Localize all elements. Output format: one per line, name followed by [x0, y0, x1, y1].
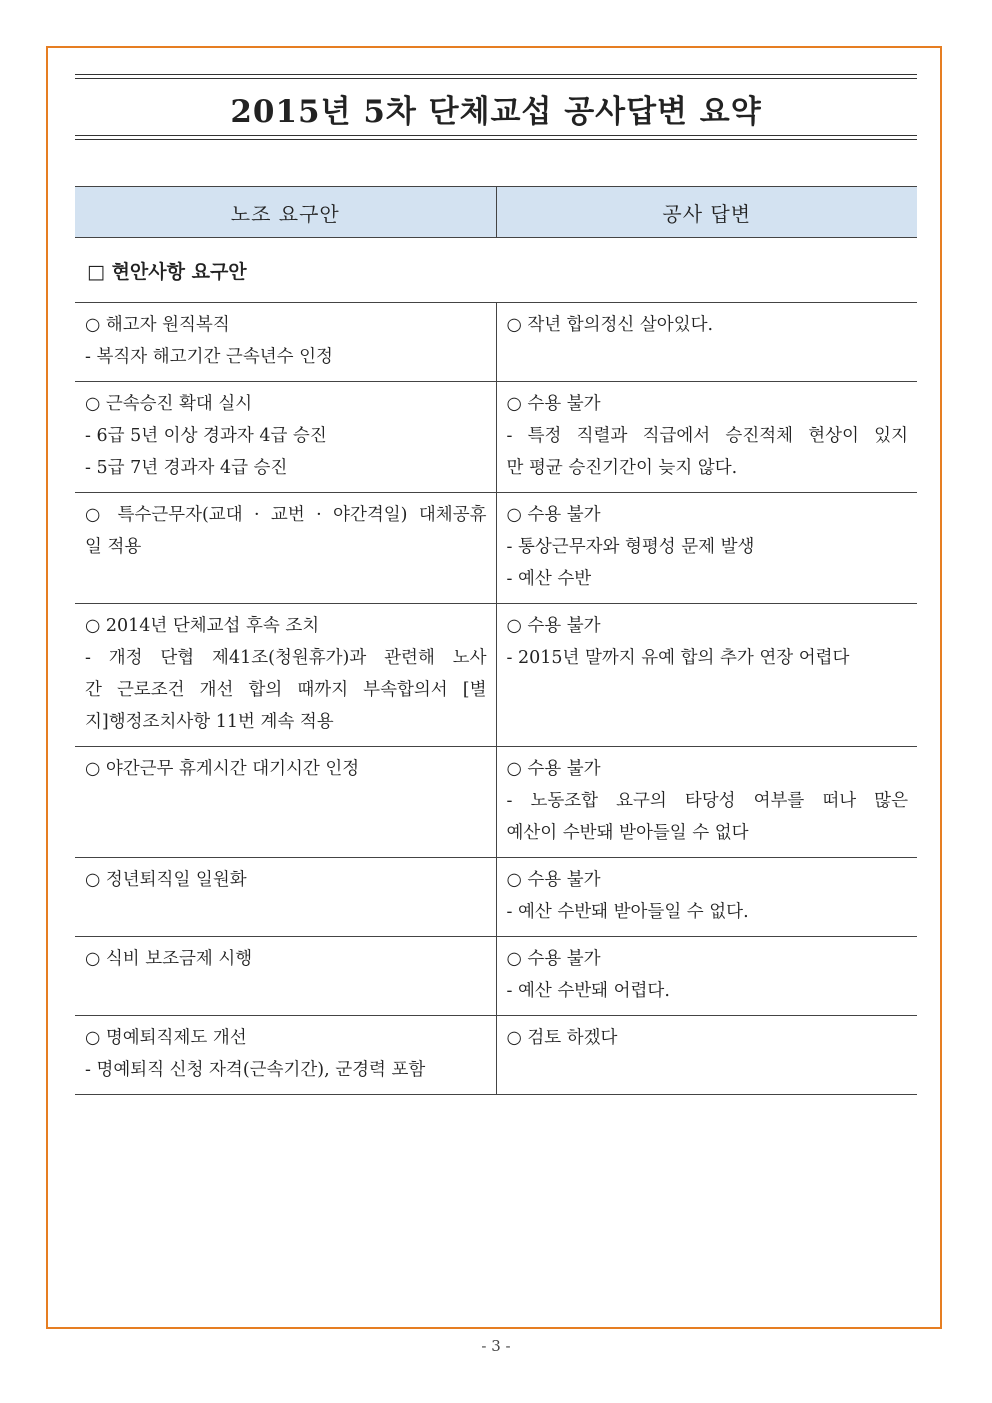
page-number: - 3 - [481, 1337, 511, 1355]
table-row [75, 1016, 917, 1095]
demand-line: ○ 명예퇴직제도 개선 [85, 1028, 247, 1048]
title-bottom-rule-inner [75, 135, 917, 136]
header-union-demand: 노조 요구안 [75, 187, 496, 238]
answer-line: ○ 수용 불가 [506, 759, 601, 779]
answer-cell [496, 1016, 917, 1095]
demand-line: ○ 정년퇴직일 일원화 [85, 870, 247, 890]
demand-line: - 복직자 해고기간 근속년수 인정 [85, 347, 333, 367]
section-row [75, 238, 917, 303]
answer-cell [496, 747, 917, 858]
answer-cell [496, 858, 917, 937]
title-top-rule-inner [75, 78, 917, 79]
section-title: □ 현안사항 요구안 [87, 260, 247, 283]
title-bottom-rule-outer [75, 139, 917, 140]
table-row [75, 937, 917, 1016]
answer-line: ○ 수용 불가 [506, 505, 601, 525]
table-row [75, 303, 917, 382]
answer-line: - 예산 수반돼 어렵다. [506, 981, 670, 1001]
title-top-rule-outer [75, 74, 917, 75]
demand-line: ○ 식비 보조금제 시행 [85, 949, 253, 969]
answer-cell [496, 303, 917, 382]
demand-line: ○ 2014년 단체교섭 후속 조치 [85, 616, 320, 636]
answer-cell [496, 604, 917, 747]
answer-cell [496, 937, 917, 1016]
header-company-answer: 공사 답변 [496, 187, 917, 238]
answer-line: ○ 수용 불가 [506, 870, 601, 890]
demand-line: - 6급 5년 이상 경과자 4급 승진 [85, 426, 327, 446]
table-row [75, 747, 917, 858]
answer-line: ○ 수용 불가 [506, 616, 601, 636]
demand-line: 일 적용 [85, 537, 142, 557]
demand-cell [75, 604, 496, 747]
demand-line: 간 근로조건 개선 합의 때까지 부속합의서 [별 [85, 680, 487, 700]
answer-line: ○ 작년 합의정신 살아있다. [506, 315, 714, 335]
table-row [75, 858, 917, 937]
demand-cell [75, 303, 496, 382]
answer-line: - 노동조합 요구의 타당성 여부를 떠나 많은 [506, 791, 908, 811]
answer-line: 만 평균 승진기간이 늦지 않다. [506, 458, 738, 478]
answer-line: - 예산 수반돼 받아들일 수 없다. [506, 902, 749, 922]
document-title: 2015년 5차 단체교섭 공사답변 요약 [230, 94, 762, 130]
demand-line: - 5급 7년 경과자 4급 승진 [85, 458, 288, 478]
demand-line: - 명예퇴직 신청 자격(근속기간), 군경력 포함 [85, 1060, 426, 1080]
demand-line: ○ 해고자 원직복직 [85, 315, 230, 335]
answer-line: ○ 검토 하겠다 [506, 1028, 618, 1048]
answer-line: ○ 수용 불가 [506, 949, 601, 969]
answer-line: - 통상근무자와 형평성 문제 발생 [506, 537, 755, 557]
title-block [75, 74, 917, 140]
demand-line: 지]행정조치사항 11번 계속 적용 [85, 712, 334, 732]
answer-line: ○ 수용 불가 [506, 394, 601, 414]
demand-line: - 개정 단협 제41조(청원휴가)과 관련해 노사 [85, 648, 487, 668]
demand-cell [75, 747, 496, 858]
negotiation-summary-table [75, 186, 917, 1095]
table-row [75, 493, 917, 604]
answer-cell [496, 493, 917, 604]
demand-line: ○ 야간근무 휴게시간 대기시간 인정 [85, 759, 360, 779]
answer-cell [496, 382, 917, 493]
table-header-row [75, 187, 917, 238]
demand-cell [75, 382, 496, 493]
demand-line: ○ 근속승진 확대 실시 [85, 394, 253, 414]
demand-cell [75, 1016, 496, 1095]
demand-line: ○ 특수근무자(교대 · 교번 · 야간격일) 대체공휴 [85, 505, 487, 525]
answer-line: - 2015년 말까지 유예 합의 추가 연장 어렵다 [506, 648, 850, 668]
demand-cell [75, 493, 496, 604]
answer-line: 예산이 수반돼 받아들일 수 없다 [506, 823, 749, 843]
demand-cell [75, 858, 496, 937]
table-row [75, 382, 917, 493]
answer-line: - 예산 수반 [506, 569, 592, 589]
demand-cell [75, 937, 496, 1016]
answer-line: - 특정 직렬과 직급에서 승진적체 현상이 있지 [506, 426, 908, 446]
table-row [75, 604, 917, 747]
